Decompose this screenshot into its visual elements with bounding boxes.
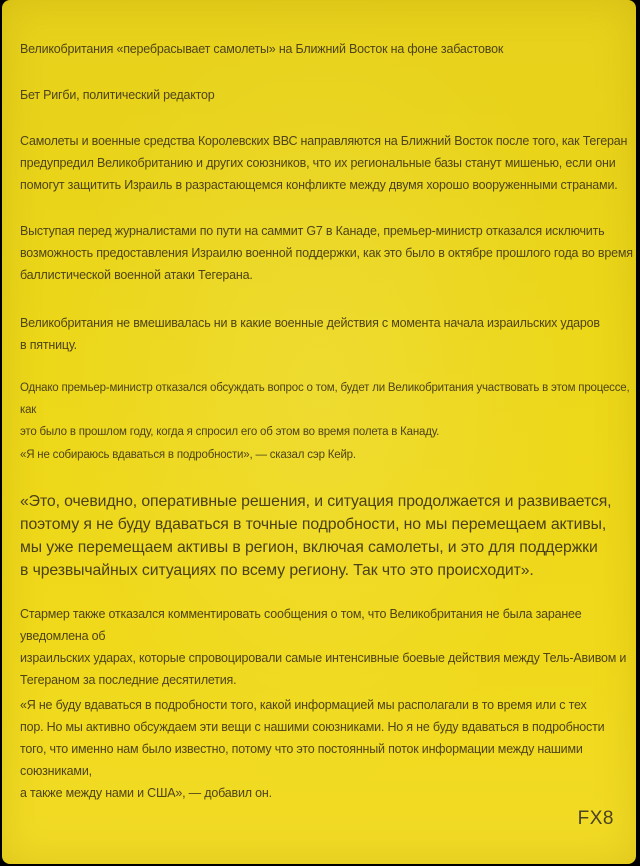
article-page — [2, 0, 636, 864]
article-paragraph: Стармер также отказался комментировать сообщения о том, что Великобритания не была заранее уведомлена об израильских ударах, которые спровоцировали самые интенсивные боевые действия между Тель-Авивом и Тегераном за последние десятилетия. — [20, 607, 627, 687]
fx8-logo: FX8 — [577, 808, 614, 829]
article-paragraph: Самолеты и военные средства Королевских ВВС направляются на Ближний Восток после того, как Тегеран предупредил Великобританию и других союзников, что их региональные базы станут мишенью, если они помогут защитить Израиль в разрастающемся конфликте между двумя хорошо вооруженными странами. — [20, 134, 628, 192]
article-paragraph: Великобритания не вмешивалась ни в какие военные действия с момента начала израильских ударов в пятницу. — [20, 316, 600, 352]
article-paragraph: Однако премьер-министр отказался обсуждать вопрос о том, будет ли Великобритания участвовать в этом процессе, как это было в прошлом году, когда я спросил его об этом во время полета в Канаду. — [20, 382, 630, 438]
article-paragraph: «Я не буду вдаваться в подробности того, какой информацией мы располагали в то время или с тех пор. Но мы активно обсуждаем эти вещи с нашими союзниками. Но я не буду вдаваться в подробности того, что именно нам было известно, потому что это постоянный поток информации между нашими союзниками, а также между нами и США», — добавил он. — [20, 698, 605, 800]
article-byline: Бет Ригби, политический редактор — [20, 88, 215, 102]
article-headline: Великобритания «перебрасывает самолеты» на Ближний Восток на фоне забастовок — [20, 42, 504, 56]
article-paragraph: Выступая перед журналистами по пути на саммит G7 в Канаде, премьер-министр отказался исключить возможность предоставления Израилю военной поддержки, как это было в октябре прошлого года во время баллистической военной атаки Тегерана. — [20, 224, 633, 282]
article-quote-short: «Я не собираюсь вдаваться в подробности», — сказал сэр Кейр. — [20, 449, 356, 461]
article-quote-highlight: «Это, очевидно, оперативные решения, и ситуация продолжается и развивается, поэтому я не буду вдаваться в точные подробности, но мы перемещаем активы, мы уже перемещаем активы в регион, включая самолеты, и это для поддержки в чрезвычайных ситуациях по всему региону. Так что это происходит». — [20, 493, 612, 579]
